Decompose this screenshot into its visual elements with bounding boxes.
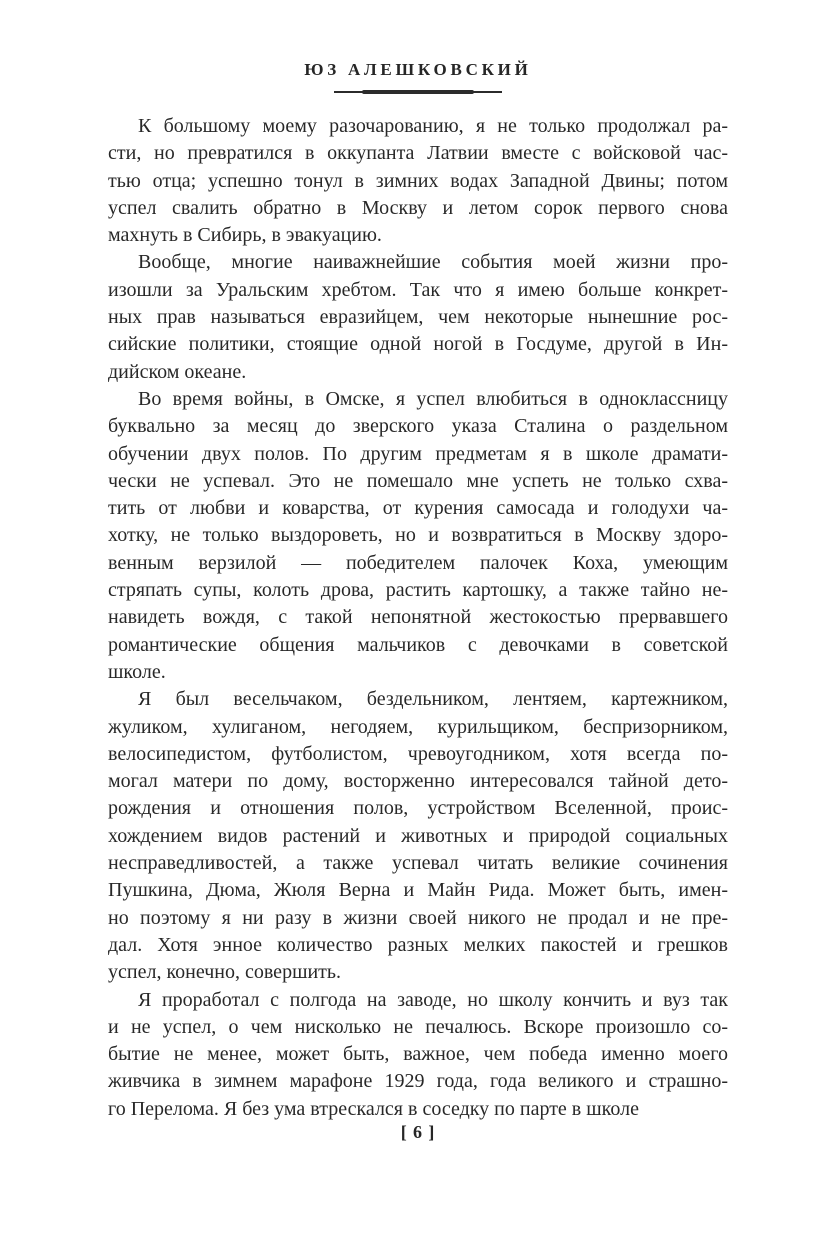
body-line: велосипедистом, футболистом, чревоугодником, хотя всегда по- xyxy=(108,742,728,765)
body-line: Я был весельчаком, бездельником, лентяем, картежником, xyxy=(138,688,728,711)
body-line: дал. Хотя энное количество разных мелких пакостей и грешков xyxy=(108,933,728,956)
body-line: Я проработал с полгода на заводе, но школу кончить и вуз так xyxy=(138,988,728,1011)
body-line: обучении двух полов. По другим предметам я в школе драмати- xyxy=(108,442,728,465)
body-line: Во время войны, в Омске, я успел влюбиться в одноклассницу xyxy=(138,387,728,410)
body-line: тить от любви и коварства, от курения самосада и голодухи ча- xyxy=(108,497,728,520)
body-line: изошли за Уральским хребтом. Так что я имею больше конкрет- xyxy=(108,278,728,301)
body-line: романтические общения мальчиков с девочками в советской xyxy=(108,633,728,656)
body-line: махнуть в Сибирь, в эвакуацию. xyxy=(108,224,382,247)
paragraph xyxy=(108,686,728,986)
body-line: успел, конечно, совершить. xyxy=(108,961,342,984)
body-line: несправедливостей, а также успевал читать великие сочинения xyxy=(108,852,728,875)
body-line: тью отца; успешно тонул в зимних водах Западной Двины; потом xyxy=(108,169,728,192)
header-rule-divider xyxy=(334,89,502,95)
body-line: могал матери по дому, восторженно интересовался тайной дето- xyxy=(108,770,728,793)
body-line: К большому моему разочарованию, я не только продолжал ра- xyxy=(138,115,728,137)
body-line: дийском океане. xyxy=(108,360,247,383)
body-line: живчика в зимнем марафоне 1929 года, года великого и страшно- xyxy=(108,1070,728,1093)
body-line: сийские политики, стоящие одной ногой в Госдуме, другой в Ин- xyxy=(108,333,728,356)
page-footer xyxy=(104,1122,732,1143)
paragraph xyxy=(108,113,728,249)
body-line: рождения и отношения полов, устройством Вселенной, проис- xyxy=(108,797,728,820)
body-line: венным верзилой — победителем палочек Коха, умеющим xyxy=(108,551,728,574)
page-header xyxy=(104,60,732,95)
body-line: стряпать супы, колоть дрова, растить картошку, а также тайно не- xyxy=(108,579,728,602)
paragraph xyxy=(108,249,728,385)
body-line: школе. xyxy=(108,660,166,683)
running-head-author: ЮЗ АЛЕШКОВСКИЙ xyxy=(304,60,532,79)
body-line: ных прав называться евразийцем, чем некоторые нынешние рос- xyxy=(108,306,728,329)
page-number: [ 6 ] xyxy=(400,1122,436,1142)
body-line: Вообще, многие наиважнейшие события моей жизни про- xyxy=(138,251,728,274)
body-text xyxy=(108,113,728,1123)
body-line: и не успел, о чем нисколько не печалюсь. Вскоре произошло со- xyxy=(108,1015,728,1038)
body-line: навидеть вождя, с такой непонятной жестокостью прервавшего xyxy=(108,606,728,629)
body-line: бытие не менее, может быть, важное, чем победа именно моего xyxy=(108,1043,728,1066)
body-line: сти, но превратился в оккупанта Латвии вместе с войсковой час- xyxy=(108,142,728,165)
body-line: жуликом, хулиганом, негодяем, курильщиком, беспризорником, xyxy=(108,715,728,738)
paragraph xyxy=(108,987,728,1123)
body-line: но поэтому я ни разу в жизни своей никого не продал и не пре- xyxy=(108,906,728,929)
body-line: хотку, не только выздороветь, но и возвратиться в Москву здоро- xyxy=(108,524,728,547)
body-line: буквально за месяц до зверского указа Сталина о раздельном xyxy=(108,415,728,438)
paragraph xyxy=(108,386,728,686)
body-line: го Перелома. Я без ума втрескался в соседку по парте в школе xyxy=(108,1097,639,1120)
body-line: Пушкина, Дюма, Жюля Верна и Майн Рида. Может быть, имен- xyxy=(108,879,728,902)
body-line: хождением видов растений и животных и природой социальных xyxy=(108,824,728,847)
body-line: чески не успевал. Это не помешало мне успеть не только схва- xyxy=(108,469,728,492)
body-line: успел свалить обратно в Москву и летом сорок первого снова xyxy=(108,196,728,219)
